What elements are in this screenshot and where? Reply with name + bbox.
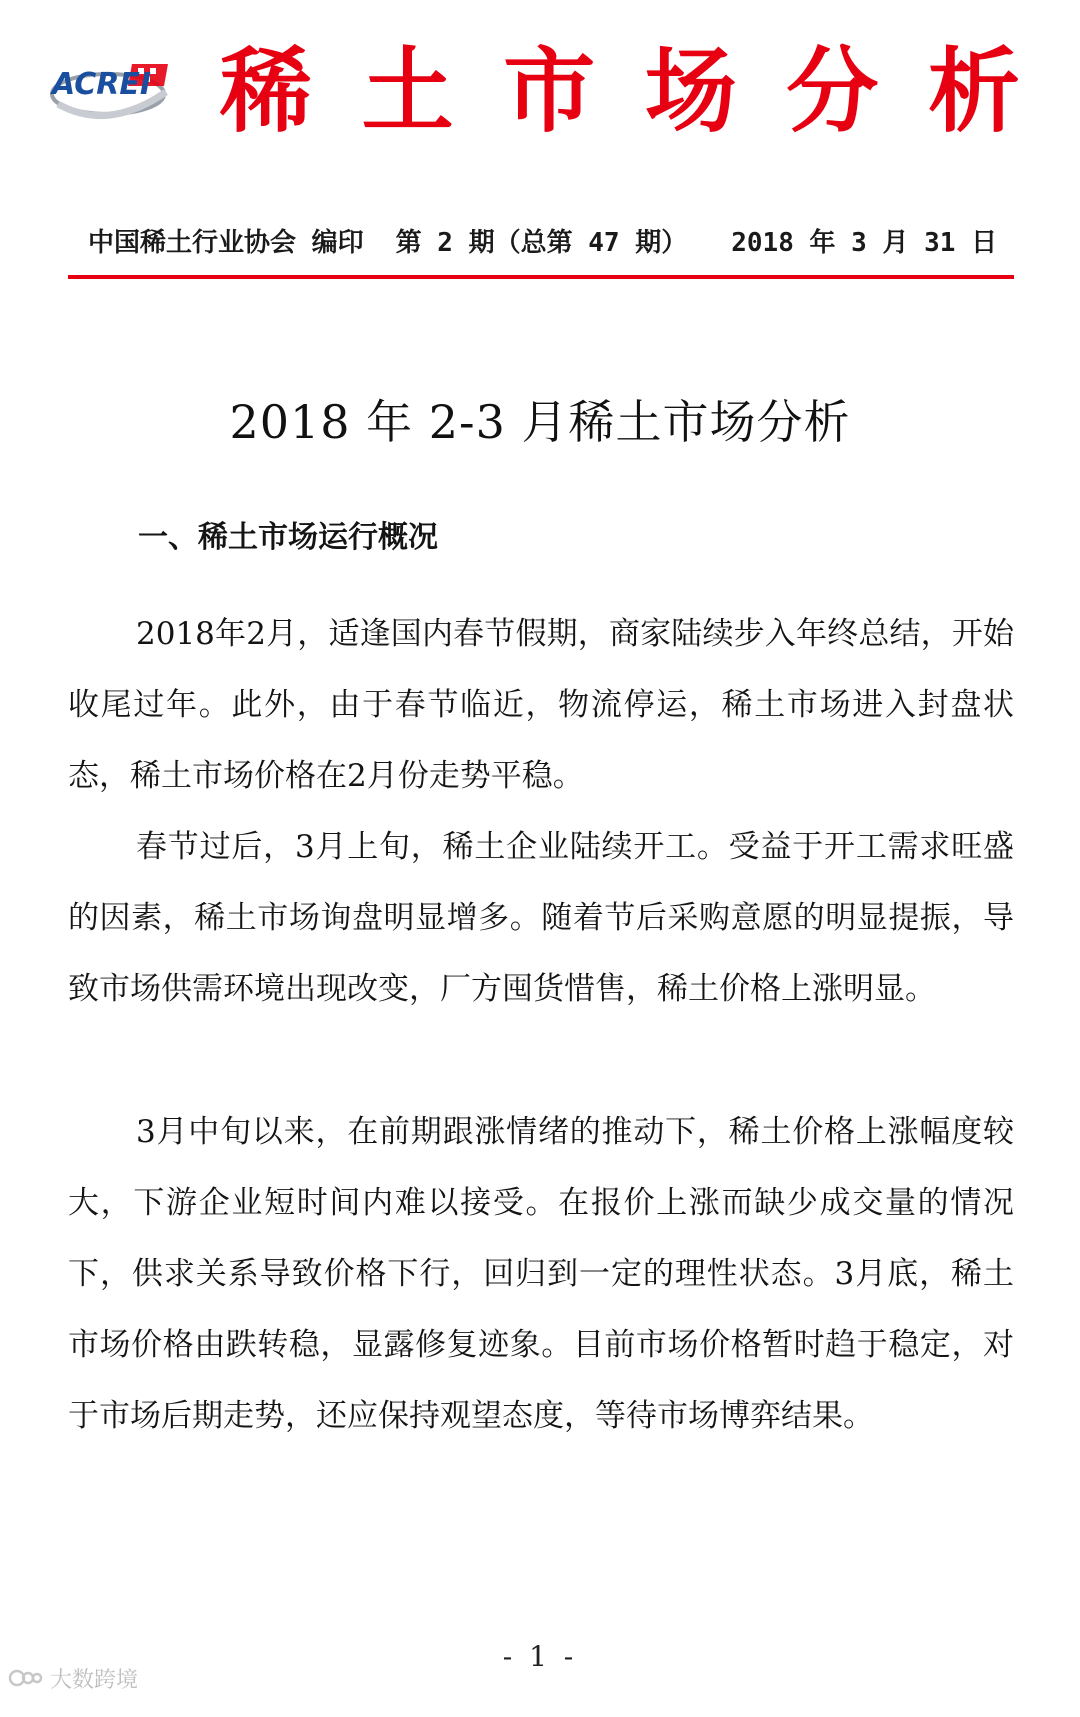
watermark <box>8 1660 138 1696</box>
header-divider <box>68 275 1014 279</box>
masthead-char: 场 <box>644 37 737 145</box>
acrei-logo <box>48 48 178 128</box>
publisher-label: 中国稀土行业协会 编印 <box>88 227 364 258</box>
page-number: - 1 - <box>502 1640 578 1673</box>
section-heading: 一、稀土市场运行概况 <box>138 520 438 555</box>
issue-date: 2018 年 3 月 31 日 <box>731 227 998 258</box>
masthead-title <box>220 36 1020 146</box>
body-paragraph: 春节过后，3月上旬，稀土企业陆续开工。受益于开工需求旺盛的因素，稀土市场询盘明显增多。随着节后采购意愿的明显提振，导致市场供需环境出现改变，厂方囤货惜售，稀土价格上涨明显。 <box>68 829 1014 1007</box>
watermark-text: 大数跨境 <box>50 1667 139 1693</box>
masthead-char: 市 <box>503 37 596 145</box>
masthead-char: 析 <box>927 37 1020 145</box>
masthead-char: 稀 <box>220 37 313 145</box>
masthead-char: 土 <box>361 37 454 145</box>
issue-number: 第 2 期（总第 47 期） <box>395 227 688 258</box>
svg-text:ACREI: ACREI <box>52 67 152 102</box>
report-header <box>0 0 1080 290</box>
body-paragraph: 3月中旬以来，在前期跟涨情绪的推动下，稀土价格上涨幅度较大，下游企业短时间内难以接受。在报价上涨而缺少成交量的情况下，供求关系导致价格下行，回归到一定的理性状态。3月底，稀土市场价格由跌转稳，显露修复迹象。目前市场价格暂时趋于稳定，对于市场后期走势，还应保持观望态度，等待市场博弈结果。 <box>68 1114 1014 1434</box>
article-title: 2018 年 2-3 月稀土市场分析 <box>229 394 851 449</box>
body-paragraph: 2018年2月，适逢国内春节假期，商家陆续步入年终总结，开始收尾过年。此外，由于春节临近，物流停运，稀土市场进入封盘状态，稀土市场价格在2月份走势平稳。 <box>68 616 1014 794</box>
watermark-logo-icon <box>8 1664 44 1692</box>
masthead-char: 分 <box>786 37 879 145</box>
issue-info <box>88 220 1028 260</box>
